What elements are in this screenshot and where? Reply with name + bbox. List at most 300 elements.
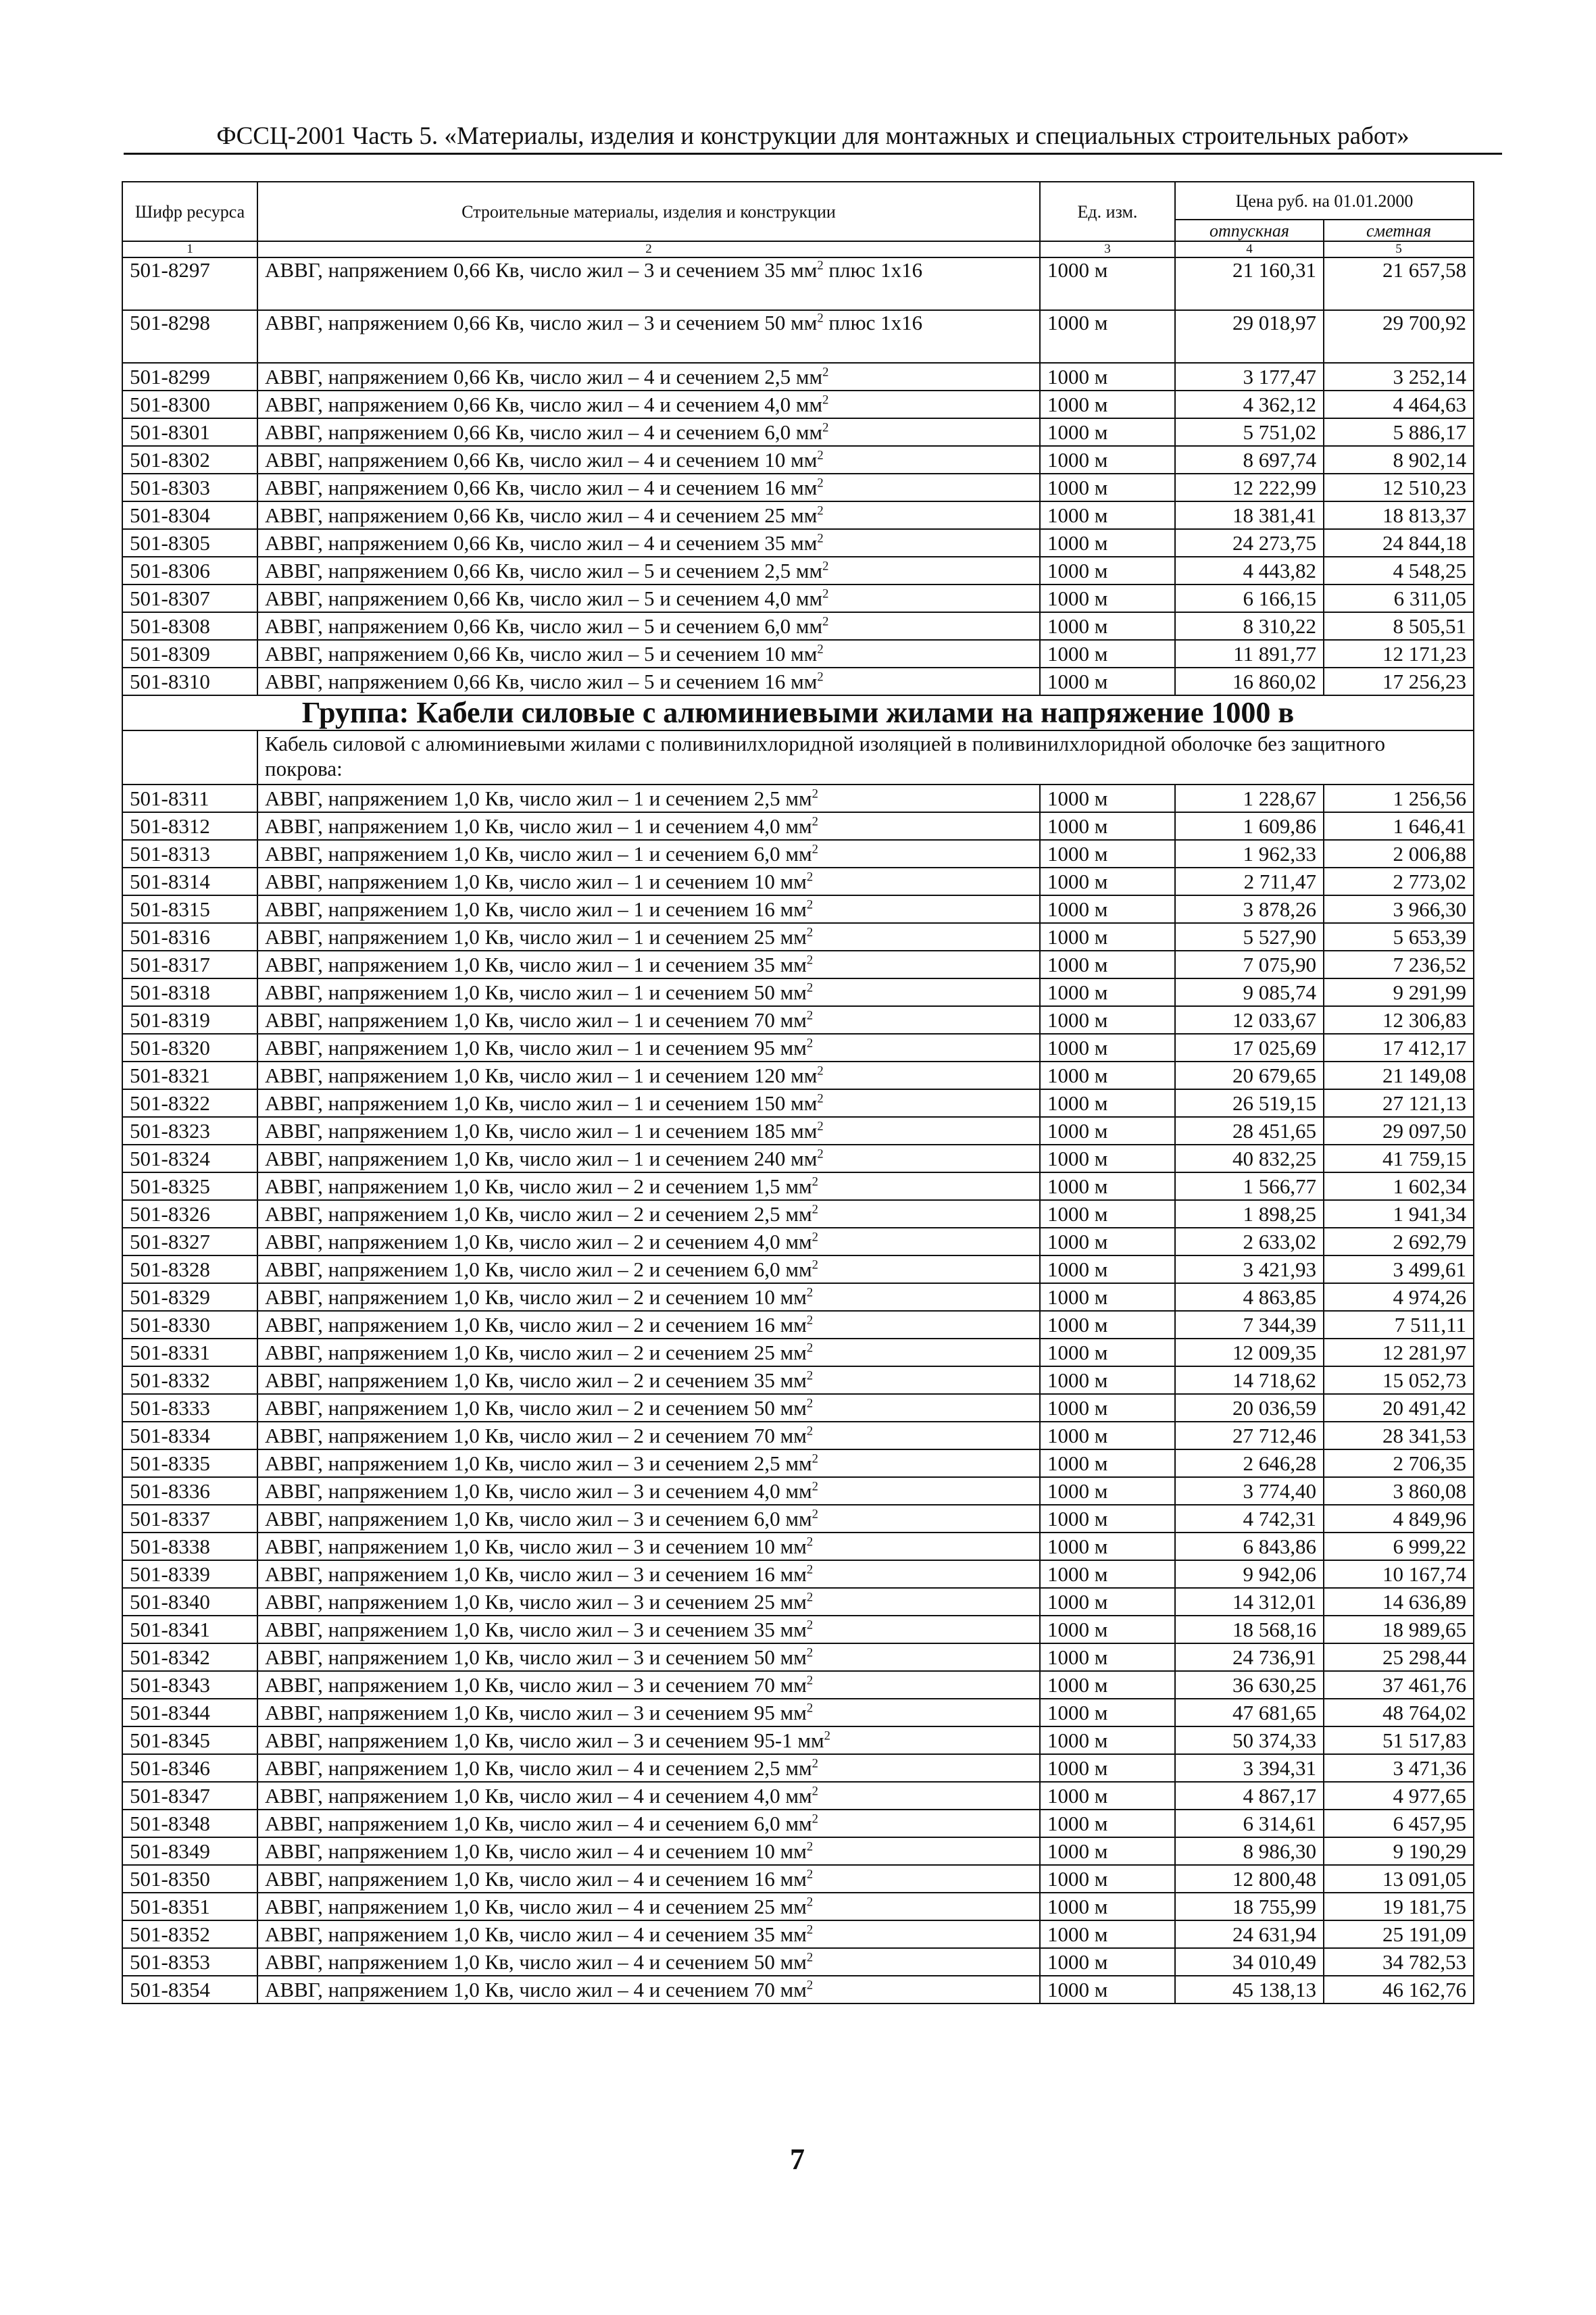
estimate-price: 1 256,56 (1324, 785, 1474, 812)
material-name (257, 1006, 1040, 1034)
material-name-text: АВВГ, напряжением 1,0 Кв, число жил – 3 и сечением 70 мм (265, 1672, 807, 1697)
table-row (122, 1255, 1474, 1283)
squared-mark: 2 (806, 1341, 814, 1355)
estimate-price: 51 517,83 (1324, 1726, 1474, 1754)
resource-code: 501-8307 (122, 584, 257, 612)
resource-code: 501-8339 (122, 1560, 257, 1588)
resource-code: 501-8309 (122, 640, 257, 668)
resource-code: 501-8336 (122, 1477, 257, 1505)
release-price: 8 697,74 (1175, 446, 1324, 474)
squared-mark: 2 (806, 1895, 814, 1910)
estimate-price: 12 281,97 (1324, 1339, 1474, 1366)
material-name-text: АВВГ, напряжением 1,0 Кв, число жил – 4 и сечением 2,5 мм (265, 1756, 812, 1780)
material-name (257, 1311, 1040, 1339)
table-row (122, 668, 1474, 695)
material-name-text: АВВГ, напряжением 0,66 Кв, число жил – 4 и сечением 4,0 мм (265, 392, 823, 416)
squared-mark: 2 (817, 1064, 824, 1078)
resource-code: 501-8345 (122, 1726, 257, 1754)
resource-code: 501-8317 (122, 951, 257, 978)
estimate-price: 19 181,75 (1324, 1893, 1474, 1920)
estimate-price: 3 966,30 (1324, 895, 1474, 923)
unit-cell: 1000 м (1040, 1837, 1175, 1865)
squared-mark: 2 (817, 1091, 824, 1106)
table-row (122, 557, 1474, 584)
material-name (257, 1422, 1040, 1449)
material-name-text: АВВГ, напряжением 1,0 Кв, число жил – 3 и сечением 95 мм (265, 1700, 807, 1724)
release-price: 24 631,94 (1175, 1920, 1324, 1948)
release-price: 45 138,13 (1175, 1976, 1324, 2003)
estimate-price: 1 941,34 (1324, 1200, 1474, 1228)
unit-cell: 1000 м (1040, 1034, 1175, 1062)
release-price: 1 962,33 (1175, 840, 1324, 868)
material-name-text: АВВГ, напряжением 1,0 Кв, число жил – 2 и сечением 6,0 мм (265, 1257, 812, 1281)
material-name (257, 1200, 1040, 1228)
material-name-text: АВВГ, напряжением 1,0 Кв, число жил – 3 и сечением 16 мм (265, 1562, 807, 1586)
material-name (257, 1810, 1040, 1837)
resource-code: 501-8320 (122, 1034, 257, 1062)
column-number: 2 (257, 241, 1040, 257)
table-row (122, 1006, 1474, 1034)
release-price: 3 421,93 (1175, 1255, 1324, 1283)
table-row (122, 418, 1474, 446)
release-price: 29 018,97 (1175, 310, 1324, 363)
release-price: 14 718,62 (1175, 1366, 1324, 1394)
squared-mark: 2 (822, 420, 829, 435)
unit-cell: 1000 м (1040, 474, 1175, 501)
resource-code: 501-8318 (122, 978, 257, 1006)
col-header-code: Шифр ресурса (122, 182, 257, 241)
col-header-unit: Ед. изм. (1040, 182, 1175, 241)
estimate-price: 12 510,23 (1324, 474, 1474, 501)
material-name (257, 557, 1040, 584)
material-name-text: АВВГ, напряжением 0,66 Кв, число жил – 4 и сечением 16 мм (265, 475, 818, 499)
unit-cell: 1000 м (1040, 557, 1175, 584)
estimate-price: 24 844,18 (1324, 529, 1474, 557)
estimate-price: 5 653,39 (1324, 923, 1474, 951)
table-row (122, 1422, 1474, 1449)
squared-mark: 2 (806, 1590, 814, 1605)
unit-cell: 1000 м (1040, 978, 1175, 1006)
resource-code: 501-8310 (122, 668, 257, 695)
material-name-text: АВВГ, напряжением 0,66 Кв, число жил – 4 и сечением 25 мм (265, 503, 818, 527)
material-name-text: АВВГ, напряжением 0,66 Кв, число жил – 5 и сечением 4,0 мм (265, 586, 823, 610)
squared-mark: 2 (812, 814, 818, 829)
material-name-text: АВВГ, напряжением 1,0 Кв, число жил – 2 и сечением 4,0 мм (265, 1229, 812, 1253)
material-name (257, 1172, 1040, 1200)
material-name-text: АВВГ, напряжением 0,66 Кв, число жил – 4 и сечением 10 мм (265, 447, 818, 472)
release-price: 9 085,74 (1175, 978, 1324, 1006)
squared-mark: 2 (812, 1812, 818, 1826)
squared-mark: 2 (824, 1728, 830, 1743)
squared-mark: 2 (806, 1950, 814, 1965)
material-name-text: АВВГ, напряжением 0,66 Кв, число жил – 4 и сечением 2,5 мм (265, 364, 823, 389)
material-name-text: АВВГ, напряжением 0,66 Кв, число жил – 4 и сечением 6,0 мм (265, 420, 823, 444)
table-row (122, 1533, 1474, 1560)
material-name (257, 310, 1040, 363)
table-row (122, 1062, 1474, 1089)
unit-cell: 1000 м (1040, 1533, 1175, 1560)
estimate-price: 17 412,17 (1324, 1034, 1474, 1062)
estimate-price: 15 052,73 (1324, 1366, 1474, 1394)
material-name-text: АВВГ, напряжением 1,0 Кв, число жил – 1 и сечением 35 мм (265, 952, 807, 976)
estimate-price: 4 977,65 (1324, 1782, 1474, 1810)
estimate-price: 6 457,95 (1324, 1810, 1474, 1837)
resource-code: 501-8299 (122, 363, 257, 391)
release-price: 2 711,47 (1175, 868, 1324, 895)
unit-cell: 1000 м (1040, 529, 1175, 557)
unit-cell: 1000 м (1040, 1616, 1175, 1643)
material-name (257, 363, 1040, 391)
release-price: 6 166,15 (1175, 584, 1324, 612)
resource-code: 501-8300 (122, 391, 257, 418)
unit-cell: 1000 м (1040, 840, 1175, 868)
material-name-text: АВВГ, напряжением 1,0 Кв, число жил – 4 и сечением 16 мм (265, 1866, 807, 1891)
squared-mark: 2 (812, 1202, 818, 1217)
table-row (122, 446, 1474, 474)
squared-mark: 2 (812, 1174, 818, 1189)
squared-mark: 2 (817, 670, 824, 684)
estimate-price: 4 849,96 (1324, 1505, 1474, 1533)
resource-code: 501-8350 (122, 1865, 257, 1893)
material-name (257, 418, 1040, 446)
resource-code: 501-8348 (122, 1810, 257, 1837)
release-price: 4 362,12 (1175, 391, 1324, 418)
estimate-price: 41 759,15 (1324, 1145, 1474, 1172)
unit-cell: 1000 м (1040, 1006, 1175, 1034)
release-price: 3 774,40 (1175, 1477, 1324, 1505)
unit-cell: 1000 м (1040, 1560, 1175, 1588)
table-row (122, 1726, 1474, 1754)
material-name (257, 1089, 1040, 1117)
material-name-text: АВВГ, напряжением 1,0 Кв, число жил – 4 и сечением 4,0 мм (265, 1783, 812, 1808)
table-row (122, 1339, 1474, 1366)
squared-mark: 2 (806, 1978, 814, 1993)
unit-cell: 1000 м (1040, 363, 1175, 391)
estimate-price: 4 548,25 (1324, 557, 1474, 584)
unit-cell: 1000 м (1040, 668, 1175, 695)
unit-cell: 1000 м (1040, 640, 1175, 668)
squared-mark: 2 (806, 953, 814, 968)
unit-cell: 1000 м (1040, 951, 1175, 978)
unit-cell: 1000 м (1040, 1893, 1175, 1920)
estimate-price: 21 657,58 (1324, 257, 1474, 310)
unit-cell: 1000 м (1040, 584, 1175, 612)
resource-code: 501-8316 (122, 923, 257, 951)
resource-code: 501-8331 (122, 1339, 257, 1366)
estimate-price: 3 860,08 (1324, 1477, 1474, 1505)
material-name (257, 1449, 1040, 1477)
header-rule (124, 153, 1502, 155)
release-price: 5 527,90 (1175, 923, 1324, 951)
estimate-price: 18 813,37 (1324, 501, 1474, 529)
material-name-text: АВВГ, напряжением 1,0 Кв, число жил – 2 и сечением 16 мм (265, 1312, 807, 1337)
release-price: 20 679,65 (1175, 1062, 1324, 1089)
release-price: 6 314,61 (1175, 1810, 1324, 1837)
squared-mark: 2 (806, 1396, 814, 1411)
unit-cell: 1000 м (1040, 1643, 1175, 1671)
squared-mark: 2 (822, 587, 829, 601)
table-row (122, 1117, 1474, 1145)
material-name-text: АВВГ, напряжением 1,0 Кв, число жил – 1 и сечением 95 мм (265, 1035, 807, 1060)
material-name (257, 1533, 1040, 1560)
material-name-text: АВВГ, напряжением 1,0 Кв, число жил – 3 и сечением 10 мм (265, 1534, 807, 1558)
material-name (257, 1837, 1040, 1865)
col-header-name: Строительные материалы, изделия и конструкции (257, 182, 1040, 241)
material-name-text: АВВГ, напряжением 1,0 Кв, число жил – 4 и сечением 70 мм (265, 1977, 807, 2001)
material-name (257, 1560, 1040, 1588)
resource-code: 501-8319 (122, 1006, 257, 1034)
material-name-text: АВВГ, напряжением 1,0 Кв, число жил – 3 и сечением 6,0 мм (265, 1506, 812, 1530)
unit-cell: 1000 м (1040, 1422, 1175, 1449)
table-row (122, 840, 1474, 868)
estimate-price: 2 692,79 (1324, 1228, 1474, 1255)
estimate-price: 6 999,22 (1324, 1533, 1474, 1560)
squared-mark: 2 (817, 448, 824, 463)
release-price: 12 800,48 (1175, 1865, 1324, 1893)
price-table (122, 181, 1474, 2004)
material-name-text: АВВГ, напряжением 1,0 Кв, число жил – 3 и сечением 25 мм (265, 1589, 807, 1614)
material-name-text: АВВГ, напряжением 0,66 Кв, число жил – 5 и сечением 16 мм (265, 669, 818, 693)
resource-code: 501-8330 (122, 1311, 257, 1339)
material-name (257, 1062, 1040, 1089)
estimate-price: 2 006,88 (1324, 840, 1474, 868)
table-row (122, 584, 1474, 612)
material-name (257, 923, 1040, 951)
resource-code: 501-8335 (122, 1449, 257, 1477)
table-row (122, 391, 1474, 418)
estimate-price: 4 464,63 (1324, 391, 1474, 418)
release-price: 3 878,26 (1175, 895, 1324, 923)
unit-cell: 1000 м (1040, 895, 1175, 923)
table-row (122, 1865, 1474, 1893)
release-price: 27 712,46 (1175, 1422, 1324, 1449)
resource-code: 501-8301 (122, 418, 257, 446)
resource-code: 501-8322 (122, 1089, 257, 1117)
squared-mark: 2 (822, 559, 829, 574)
table-row (122, 529, 1474, 557)
unit-cell: 1000 м (1040, 868, 1175, 895)
material-name-text: АВВГ, напряжением 1,0 Кв, число жил – 2 и сечением 35 мм (265, 1368, 807, 1392)
material-name-text: АВВГ, напряжением 1,0 Кв, число жил – 1 и сечением 4,0 мм (265, 814, 812, 838)
squared-mark: 2 (806, 1673, 814, 1688)
release-price: 4 867,17 (1175, 1782, 1324, 1810)
release-price: 9 942,06 (1175, 1560, 1324, 1588)
unit-cell: 1000 м (1040, 418, 1175, 446)
release-price: 7 344,39 (1175, 1311, 1324, 1339)
squared-mark: 2 (806, 1839, 814, 1854)
squared-mark: 2 (817, 531, 824, 546)
squared-mark: 2 (806, 870, 814, 885)
material-name-text: АВВГ, напряжением 1,0 Кв, число жил – 2 и сечением 1,5 мм (265, 1174, 812, 1198)
release-price: 16 860,02 (1175, 668, 1324, 695)
table-row (122, 1588, 1474, 1616)
material-name (257, 951, 1040, 978)
material-name-text: АВВГ, напряжением 1,0 Кв, число жил – 1 и сечением 25 мм (265, 924, 807, 949)
squared-mark: 2 (812, 1258, 818, 1272)
release-price: 40 832,25 (1175, 1145, 1324, 1172)
squared-mark: 2 (806, 1313, 814, 1328)
table-row (122, 1782, 1474, 1810)
resource-code: 501-8343 (122, 1671, 257, 1699)
estimate-price: 2 773,02 (1324, 868, 1474, 895)
release-price: 2 646,28 (1175, 1449, 1324, 1477)
material-name-text: АВВГ, напряжением 1,0 Кв, число жил – 1 и сечением 240 мм (265, 1146, 818, 1170)
estimate-price: 3 471,36 (1324, 1754, 1474, 1782)
estimate-price: 21 149,08 (1324, 1062, 1474, 1089)
unit-cell: 1000 м (1040, 612, 1175, 640)
group-section (122, 695, 1474, 785)
estimate-price: 5 886,17 (1324, 418, 1474, 446)
table-row (122, 812, 1474, 840)
material-name (257, 785, 1040, 812)
material-name (257, 257, 1040, 310)
unit-cell: 1000 м (1040, 1726, 1175, 1754)
release-price: 2 633,02 (1175, 1228, 1324, 1255)
material-name (257, 812, 1040, 840)
material-name (257, 1366, 1040, 1394)
material-name-text: АВВГ, напряжением 0,66 Кв, число жил – 5 и сечением 6,0 мм (265, 614, 823, 638)
material-name (257, 1699, 1040, 1726)
resource-code: 501-8342 (122, 1643, 257, 1671)
material-name (257, 501, 1040, 529)
squared-mark: 2 (817, 311, 824, 326)
material-name-text: АВВГ, напряжением 1,0 Кв, число жил – 2 и сечением 50 мм (265, 1395, 807, 1420)
table-row (122, 257, 1474, 310)
material-name-text: АВВГ, напряжением 1,0 Кв, число жил – 2 и сечением 70 мм (265, 1423, 807, 1447)
material-name (257, 895, 1040, 923)
squared-mark: 2 (812, 842, 818, 857)
table-row (122, 1394, 1474, 1422)
estimate-price: 12 306,83 (1324, 1006, 1474, 1034)
squared-mark: 2 (812, 1451, 818, 1466)
estimate-price: 1 602,34 (1324, 1172, 1474, 1200)
estimate-price: 10 167,74 (1324, 1560, 1474, 1588)
table-row (122, 978, 1474, 1006)
unit-cell: 1000 м (1040, 1394, 1175, 1422)
squared-mark: 2 (817, 1147, 824, 1162)
table-row (122, 1837, 1474, 1865)
table-row (122, 1920, 1474, 1948)
estimate-price: 7 236,52 (1324, 951, 1474, 978)
release-price: 4 742,31 (1175, 1505, 1324, 1533)
table-row (122, 1228, 1474, 1255)
resource-code: 501-8352 (122, 1920, 257, 1948)
material-name-text: АВВГ, напряжением 1,0 Кв, число жил – 4 и сечением 25 мм (265, 1894, 807, 1918)
resource-code: 501-8346 (122, 1754, 257, 1782)
material-name-text: АВВГ, напряжением 1,0 Кв, число жил – 4 и сечением 50 мм (265, 1949, 807, 1974)
table-row (122, 1145, 1474, 1172)
resource-code: 501-8304 (122, 501, 257, 529)
release-price: 1 566,77 (1175, 1172, 1324, 1200)
estimate-price: 29 097,50 (1324, 1117, 1474, 1145)
unit-cell: 1000 м (1040, 812, 1175, 840)
unit-cell: 1000 м (1040, 1754, 1175, 1782)
squared-mark: 2 (817, 1119, 824, 1134)
table-row (122, 1505, 1474, 1533)
squared-mark: 2 (806, 1645, 814, 1660)
table-row (122, 363, 1474, 391)
table-row (122, 1366, 1474, 1394)
release-price: 21 160,31 (1175, 257, 1324, 310)
table-row (122, 640, 1474, 668)
material-name (257, 1505, 1040, 1533)
table-row (122, 1200, 1474, 1228)
material-name (257, 1616, 1040, 1643)
col-header-price-estimate: сметная (1324, 220, 1474, 241)
table-row (122, 895, 1474, 923)
resource-code: 501-8338 (122, 1533, 257, 1560)
release-price: 47 681,65 (1175, 1699, 1324, 1726)
group-description: Кабель силовой с алюминиевыми жилами с поливинилхлоридной изоляцией в поливинилхлоридной оболочке без защитного покрова: (257, 730, 1474, 785)
unit-cell: 1000 м (1040, 1477, 1175, 1505)
material-name-text: АВВГ, напряжением 1,0 Кв, число жил – 1 и сечением 16 мм (265, 897, 807, 921)
unit-cell: 1000 м (1040, 1062, 1175, 1089)
estimate-price: 9 190,29 (1324, 1837, 1474, 1865)
release-price: 36 630,25 (1175, 1671, 1324, 1699)
unit-cell: 1000 м (1040, 501, 1175, 529)
squared-mark: 2 (812, 1479, 818, 1494)
material-name-text: АВВГ, напряжением 1,0 Кв, число жил – 3 и сечением 95-1 мм (265, 1728, 824, 1752)
squared-mark: 2 (822, 393, 829, 407)
material-name (257, 1893, 1040, 1920)
material-name (257, 1034, 1040, 1062)
squared-mark: 2 (806, 1922, 814, 1937)
unit-cell: 1000 м (1040, 446, 1175, 474)
material-name-text: АВВГ, напряжением 1,0 Кв, число жил – 3 и сечением 35 мм (265, 1617, 807, 1641)
release-price: 12 033,67 (1175, 1006, 1324, 1034)
unit-cell: 1000 м (1040, 257, 1175, 310)
page-number: 7 (790, 2143, 805, 2176)
material-name (257, 1726, 1040, 1754)
material-name (257, 1339, 1040, 1366)
material-name-text: АВВГ, напряжением 1,0 Кв, число жил – 4 и сечением 35 мм (265, 1922, 807, 1946)
material-name (257, 446, 1040, 474)
resource-code: 501-8325 (122, 1172, 257, 1200)
column-number: 4 (1175, 241, 1324, 257)
resource-code: 501-8313 (122, 840, 257, 868)
estimate-price: 29 700,92 (1324, 310, 1474, 363)
material-name-text: АВВГ, напряжением 0,66 Кв, число жил – 3 и сечением 50 мм (265, 311, 818, 334)
material-name-text: АВВГ, напряжением 1,0 Кв, число жил – 1 и сечением 10 мм (265, 869, 807, 893)
unit-cell: 1000 м (1040, 1255, 1175, 1283)
squared-mark: 2 (822, 365, 829, 380)
squared-mark: 2 (806, 1424, 814, 1439)
resource-code: 501-8333 (122, 1394, 257, 1422)
material-name (257, 1255, 1040, 1283)
material-name (257, 1477, 1040, 1505)
estimate-price: 25 298,44 (1324, 1643, 1474, 1671)
release-price: 5 751,02 (1175, 418, 1324, 446)
release-price: 26 519,15 (1175, 1089, 1324, 1117)
release-price: 7 075,90 (1175, 951, 1324, 978)
resource-code: 501-8308 (122, 612, 257, 640)
release-price: 11 891,77 (1175, 640, 1324, 668)
table-row (122, 1477, 1474, 1505)
table-row (122, 1616, 1474, 1643)
col-header-price: Цена руб. на 01.01.2000 (1175, 182, 1474, 220)
table-row (122, 1449, 1474, 1477)
unit-cell: 1000 м (1040, 1311, 1175, 1339)
resource-code: 501-8328 (122, 1255, 257, 1283)
material-name (257, 1671, 1040, 1699)
release-price: 18 755,99 (1175, 1893, 1324, 1920)
material-name (257, 1228, 1040, 1255)
resource-code: 501-8351 (122, 1893, 257, 1920)
resource-code: 501-8347 (122, 1782, 257, 1810)
table-row (122, 1311, 1474, 1339)
estimate-price: 17 256,23 (1324, 668, 1474, 695)
squared-mark: 2 (806, 897, 814, 912)
